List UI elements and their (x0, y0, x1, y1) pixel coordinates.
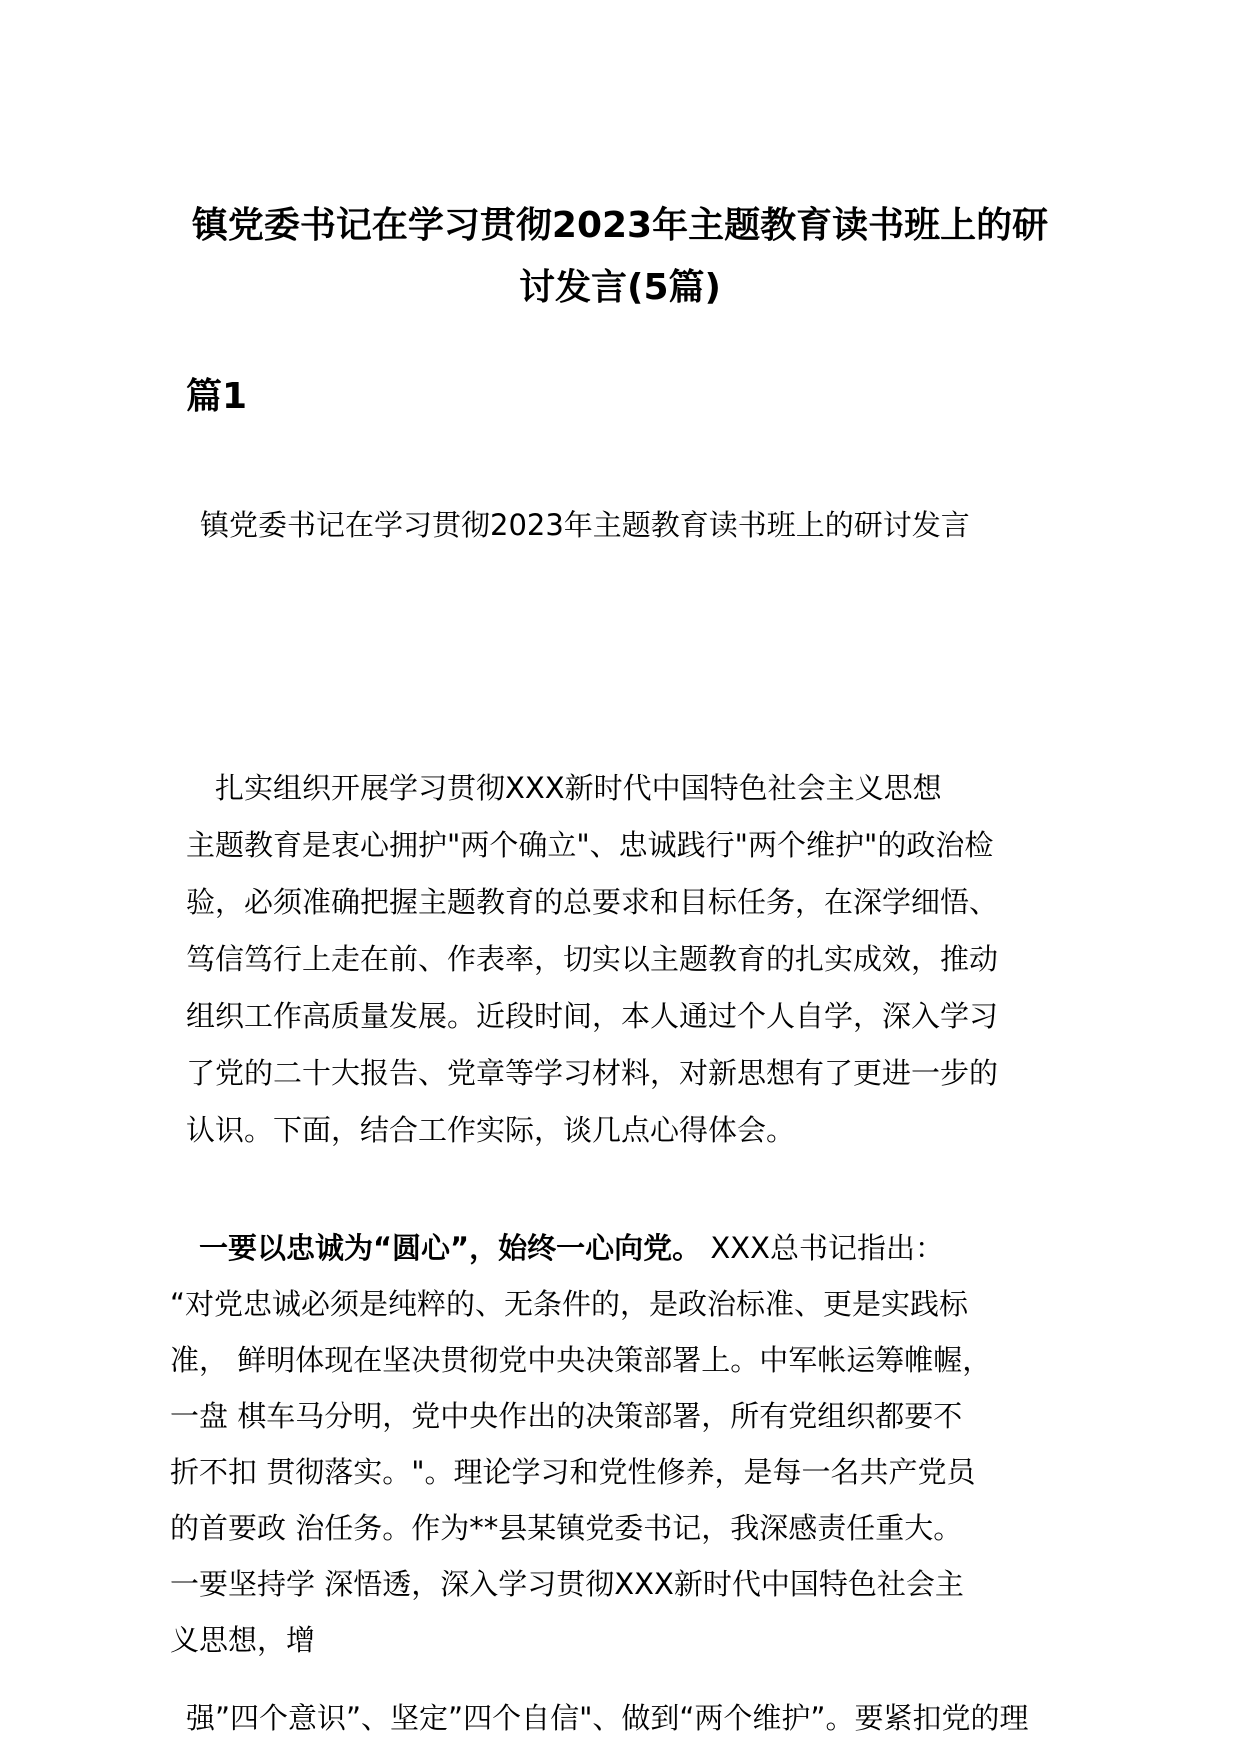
section-heading: 篇1 (186, 376, 248, 417)
title-line: 镇党委书记在学习贯彻2023年主题教育读书班上的研 (191, 205, 1049, 246)
paragraph-line: 义思想，增 (170, 1623, 316, 1657)
paragraph-line: 主题教育是衷心拥护"两个确立"、忠诚践行"两个维护"的政治检 (186, 828, 994, 862)
paragraph-line: 一盘 棋车马分明，党中央作出的决策部署，所有党组织都要不 (170, 1399, 963, 1433)
paragraph-lead-rest: XXX总书记指出： (701, 1231, 944, 1265)
paragraph-line: “对党忠诚必须是纯粹的、无条件的，是政治标准、更是实践标 (170, 1287, 969, 1321)
paragraph-line: 扎实组织开展学习贯彻XXX新时代中国特色社会主义思想 (186, 771, 942, 805)
paragraph-line: 组织工作高质量发展。近段时间，本人通过个人自学，深入学习 (186, 999, 999, 1033)
paragraph-lead-line (170, 1220, 991, 1276)
paragraph-line: 了党的二十大报告、党章等学习材料，对新思想有了更进一步的 (186, 1056, 999, 1090)
document-subtitle: 镇党委书记在学习贯彻2023年主题教育读书班上的研讨发言 (200, 508, 970, 542)
paragraph-intro (186, 760, 998, 1159)
paragraph-line: 的首要政 治任务。作为**县某镇党委书记，我深感责任重大。 (170, 1511, 963, 1545)
paragraph-loyalty (170, 1220, 991, 1668)
paragraph-line: 验，必须准确把握主题教育的总要求和目标任务，在深学细悟、 (186, 885, 999, 919)
paragraph-line: 一要坚持学 深悟透，深入学习贯彻XXX新时代中国特色社会主 (170, 1567, 964, 1601)
paragraph-line: 准， 鲜明体现在坚决贯彻党中央决策部署上。中军帐运筹帷幄， (170, 1343, 992, 1377)
paragraph-lead-bold: 一要以忠诚为“圆心”，始终一心向党。 (170, 1231, 702, 1265)
title-line: 讨发言(5篇) (519, 267, 721, 308)
paragraph-line: 笃信笃行上走在前、作表率，切实以主题教育的扎实成效，推动 (186, 942, 999, 976)
paragraph-line: 强”四个意识”、坚定”四个自信"、做到“两个维护”。要紧扣党的理 (186, 1701, 1029, 1735)
document-title (150, 195, 1090, 319)
paragraph-line: 折不扣 贯彻落实。"。理论学习和党性修养，是每一名共产党员 (170, 1455, 976, 1489)
paragraph-line: 认识。下面，结合工作实际，谈几点心得体会。 (186, 1113, 796, 1147)
paragraph-continuation (186, 1690, 1028, 1746)
